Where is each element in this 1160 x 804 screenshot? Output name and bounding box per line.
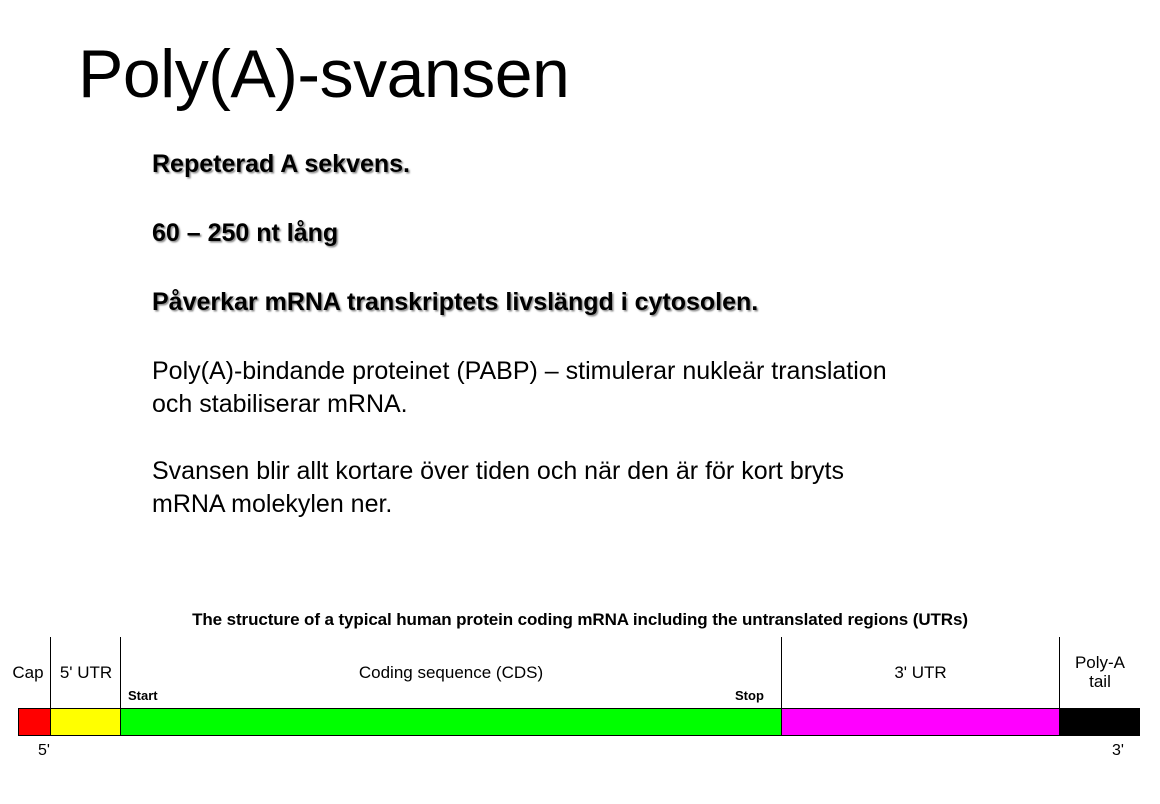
figure-caption: The structure of a typical human protein coding mRNA including the untranslated regions (UTRs) (192, 610, 968, 629)
label-3utr: 3' UTR (894, 663, 947, 682)
bullet-text: Repeterad A sekvens. (152, 150, 410, 178)
bullet-list (152, 148, 1032, 557)
bullet-text: Påverkar mRNA transkriptets livslängd i cytosolen. (152, 288, 759, 316)
label-5-prime-end: 5' (38, 742, 50, 759)
bullet-text: 60 – 250 nt lång (152, 219, 339, 247)
bullet-text: Poly(A)-bindande proteinet (PABP) – stimulerar nukleär translation (152, 357, 887, 385)
list-item (152, 217, 1032, 250)
segment-5utr (51, 709, 121, 735)
list-item (152, 455, 1032, 521)
segment-polya-tail (1060, 709, 1140, 735)
bullet-text-line2: mRNA molekylen ner. (152, 490, 393, 518)
list-item (152, 355, 1032, 421)
label-stop: Stop (735, 688, 764, 703)
page-title: Poly(A)-svansen (78, 36, 570, 112)
tick-cap-utr5 (50, 637, 51, 708)
segment-cds (121, 709, 782, 735)
mrna-bar (18, 708, 1140, 736)
list-item (152, 148, 1032, 181)
label-polya-line2: tail (1089, 672, 1111, 691)
segment-cap (19, 709, 51, 735)
list-item (152, 286, 1032, 319)
label-3-prime-end: 3' (1112, 742, 1124, 759)
label-cds: Coding sequence (CDS) (358, 663, 544, 682)
segment-3utr (782, 709, 1060, 735)
label-5utr: 5' UTR (59, 663, 113, 682)
label-start: Start (128, 688, 158, 703)
label-cap: Cap (12, 663, 44, 682)
bullet-text: Svansen blir allt kortare över tiden och när den är för kort bryts (152, 457, 844, 485)
bullet-text-line2: och stabiliserar mRNA. (152, 390, 408, 418)
mrna-structure-figure (0, 600, 1160, 804)
label-polya-line1: Poly-A (1074, 653, 1126, 672)
